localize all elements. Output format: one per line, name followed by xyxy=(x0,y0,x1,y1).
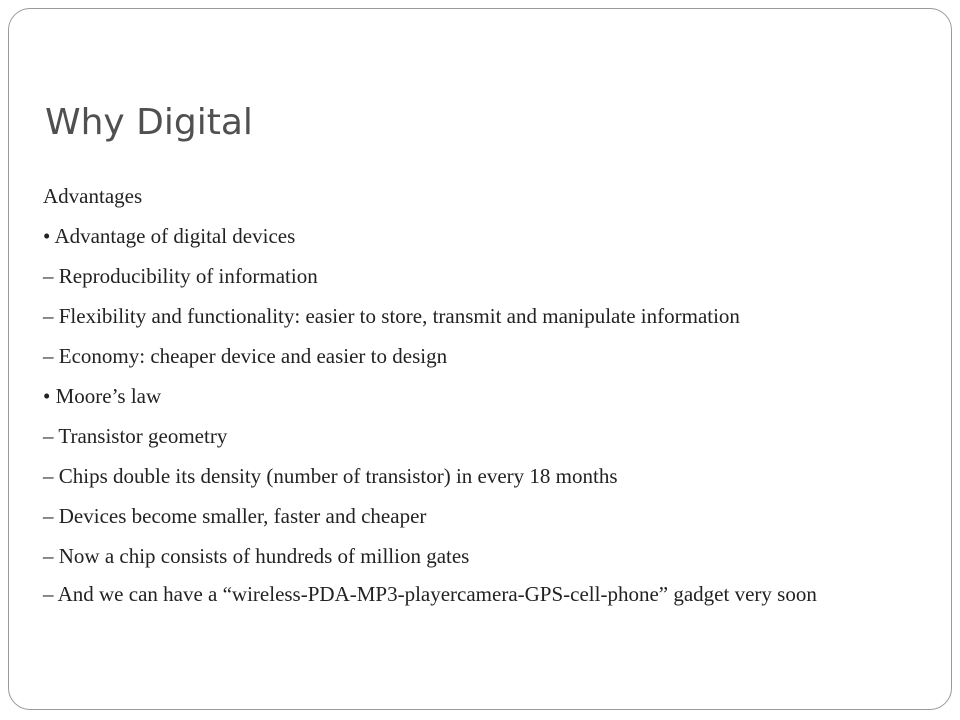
bullet-item: • Advantage of digital devices xyxy=(43,224,296,248)
sub-bullet-item: – And we can have a “wireless-PDA-MP3-playercamera-GPS-cell-phone” gadget very soon xyxy=(43,582,817,606)
slide-title: Why Digital xyxy=(45,102,253,143)
section-heading: Advantages xyxy=(43,184,143,208)
sub-bullet-item: – Transistor geometry xyxy=(43,424,228,448)
sub-bullet-item: – Devices become smaller, faster and cheaper xyxy=(43,504,427,528)
sub-bullet-item: – Reproducibility of information xyxy=(43,264,318,288)
sub-bullet-item: – Flexibility and functionality: easier to store, transmit and manipulate information xyxy=(43,304,740,328)
content-list xyxy=(43,180,943,609)
bullet-item: • Moore’s law xyxy=(43,384,162,408)
sub-bullet-item: – Economy: cheaper device and easier to design xyxy=(43,344,448,368)
sub-bullet-item: – Now a chip consists of hundreds of million gates xyxy=(43,544,470,568)
sub-bullet-item: – Chips double its density (number of transistor) in every 18 months xyxy=(43,464,618,488)
